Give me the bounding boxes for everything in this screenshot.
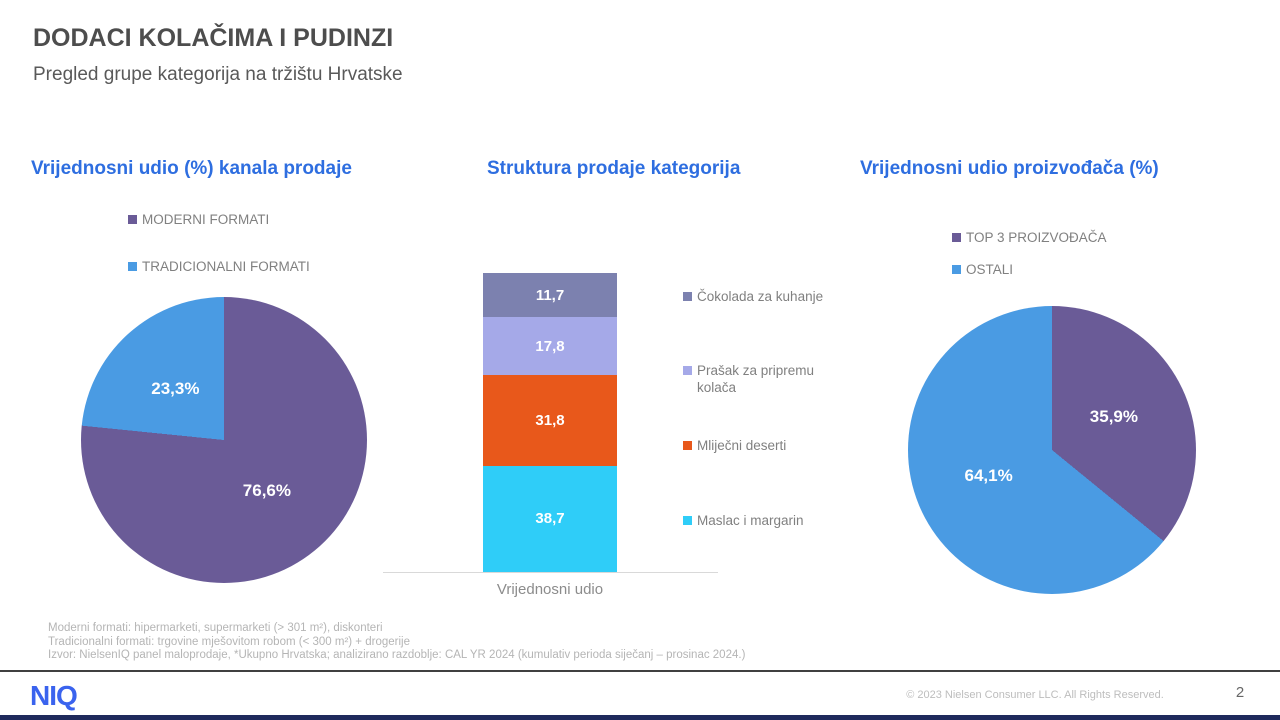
stack-segment-value: 38,7 bbox=[535, 510, 565, 528]
copyright-text: © 2023 Nielsen Consumer LLC. All Rights Reserved. bbox=[906, 689, 1164, 701]
stack-segment bbox=[483, 466, 617, 572]
legend-swatch-tradicionalni-formati bbox=[128, 262, 137, 271]
pie-slice-label-moderni: 76,6% bbox=[242, 481, 291, 501]
legend-swatch-top-3-proizvodaca bbox=[952, 233, 961, 242]
bottom-accent-bar bbox=[0, 715, 1280, 720]
niq-logo: NIQ bbox=[30, 680, 77, 711]
pie-chart-channel-share bbox=[81, 297, 367, 583]
x-axis-label: Vrijednosni udio bbox=[496, 581, 604, 598]
chart-title-category-structure: Struktura prodaje kategorija bbox=[487, 158, 741, 179]
footnote-line: Moderni formati: hipermarketi, supermarketi (> 301 m²), diskonteri bbox=[48, 622, 383, 634]
legend-item bbox=[952, 261, 1013, 278]
legend-swatch-mlijecni-deserti bbox=[683, 441, 692, 450]
stack-segment bbox=[483, 273, 617, 317]
legend-swatch-moderni-formati bbox=[128, 215, 137, 224]
legend-item bbox=[683, 512, 843, 529]
legend-label: Čokolada za kuhanje bbox=[697, 289, 824, 304]
page-subtitle: Pregled grupe kategorija na tržištu Hrvatske bbox=[33, 64, 403, 85]
x-axis-line bbox=[383, 572, 718, 573]
legend-label: MODERNI FORMATI bbox=[142, 212, 270, 227]
pie-chart-producer-share bbox=[908, 306, 1196, 594]
chart-title-channel-share: Vrijednosni udio (%) kanala prodaje bbox=[31, 158, 352, 179]
legend-label: TRADICIONALNI FORMATI bbox=[142, 259, 310, 274]
legend-swatch-ostali bbox=[952, 265, 961, 274]
legend-label: Mliječni deserti bbox=[697, 438, 787, 453]
stack-segment-value: 31,8 bbox=[535, 411, 565, 429]
legend-swatch-cokolada-za-kuhanje bbox=[683, 292, 692, 301]
legend-label: OSTALI bbox=[966, 262, 1014, 277]
stack-segment-value: 17,8 bbox=[535, 337, 565, 355]
legend-swatch-maslac-i-margarin bbox=[683, 516, 692, 525]
legend-item bbox=[683, 362, 833, 396]
legend-label: Prašak za pripremu kolača bbox=[697, 363, 815, 395]
legend-item bbox=[128, 211, 269, 228]
footer-divider bbox=[0, 670, 1280, 672]
chart-title-producer-share: Vrijednosni udio proizvođača (%) bbox=[860, 158, 1159, 179]
legend-item bbox=[952, 229, 1107, 246]
footnote-line: Tradicionalni formati: trgovine mješovitom robom (< 300 m²) + drogerije bbox=[48, 635, 410, 648]
stacked-column-category-structure bbox=[483, 273, 617, 572]
footnotes bbox=[48, 622, 745, 663]
stack-segment bbox=[483, 317, 617, 375]
stack-segment bbox=[483, 375, 617, 465]
page-title: DODACI KOLAČIMA I PUDINZI bbox=[33, 24, 394, 52]
legend-item bbox=[683, 437, 843, 454]
legend-swatch-prasak-za-pripremu-kolaca bbox=[683, 366, 692, 375]
pie-slice-label-ostali: 64,1% bbox=[964, 465, 1013, 485]
stack-segment-value: 11,7 bbox=[535, 286, 565, 304]
pie-slice-label-top3: 35,9% bbox=[1089, 406, 1139, 426]
legend-label: TOP 3 PROIZVOĐAČA bbox=[966, 230, 1107, 245]
footnote-line: Izvor: NielsenIQ panel maloprodaje, *Ukupno Hrvatska; analizirano razdoblje: CAL YR 2024 (kumulativ perioda siječanj – prosinac 2024.) bbox=[48, 649, 746, 661]
legend-item bbox=[128, 258, 310, 275]
pie-slice-label-tradicionalni: 23,3% bbox=[151, 378, 200, 398]
page-number: 2 bbox=[1235, 684, 1245, 701]
legend-label: Maslac i margarin bbox=[697, 513, 804, 528]
legend-item bbox=[683, 288, 843, 305]
